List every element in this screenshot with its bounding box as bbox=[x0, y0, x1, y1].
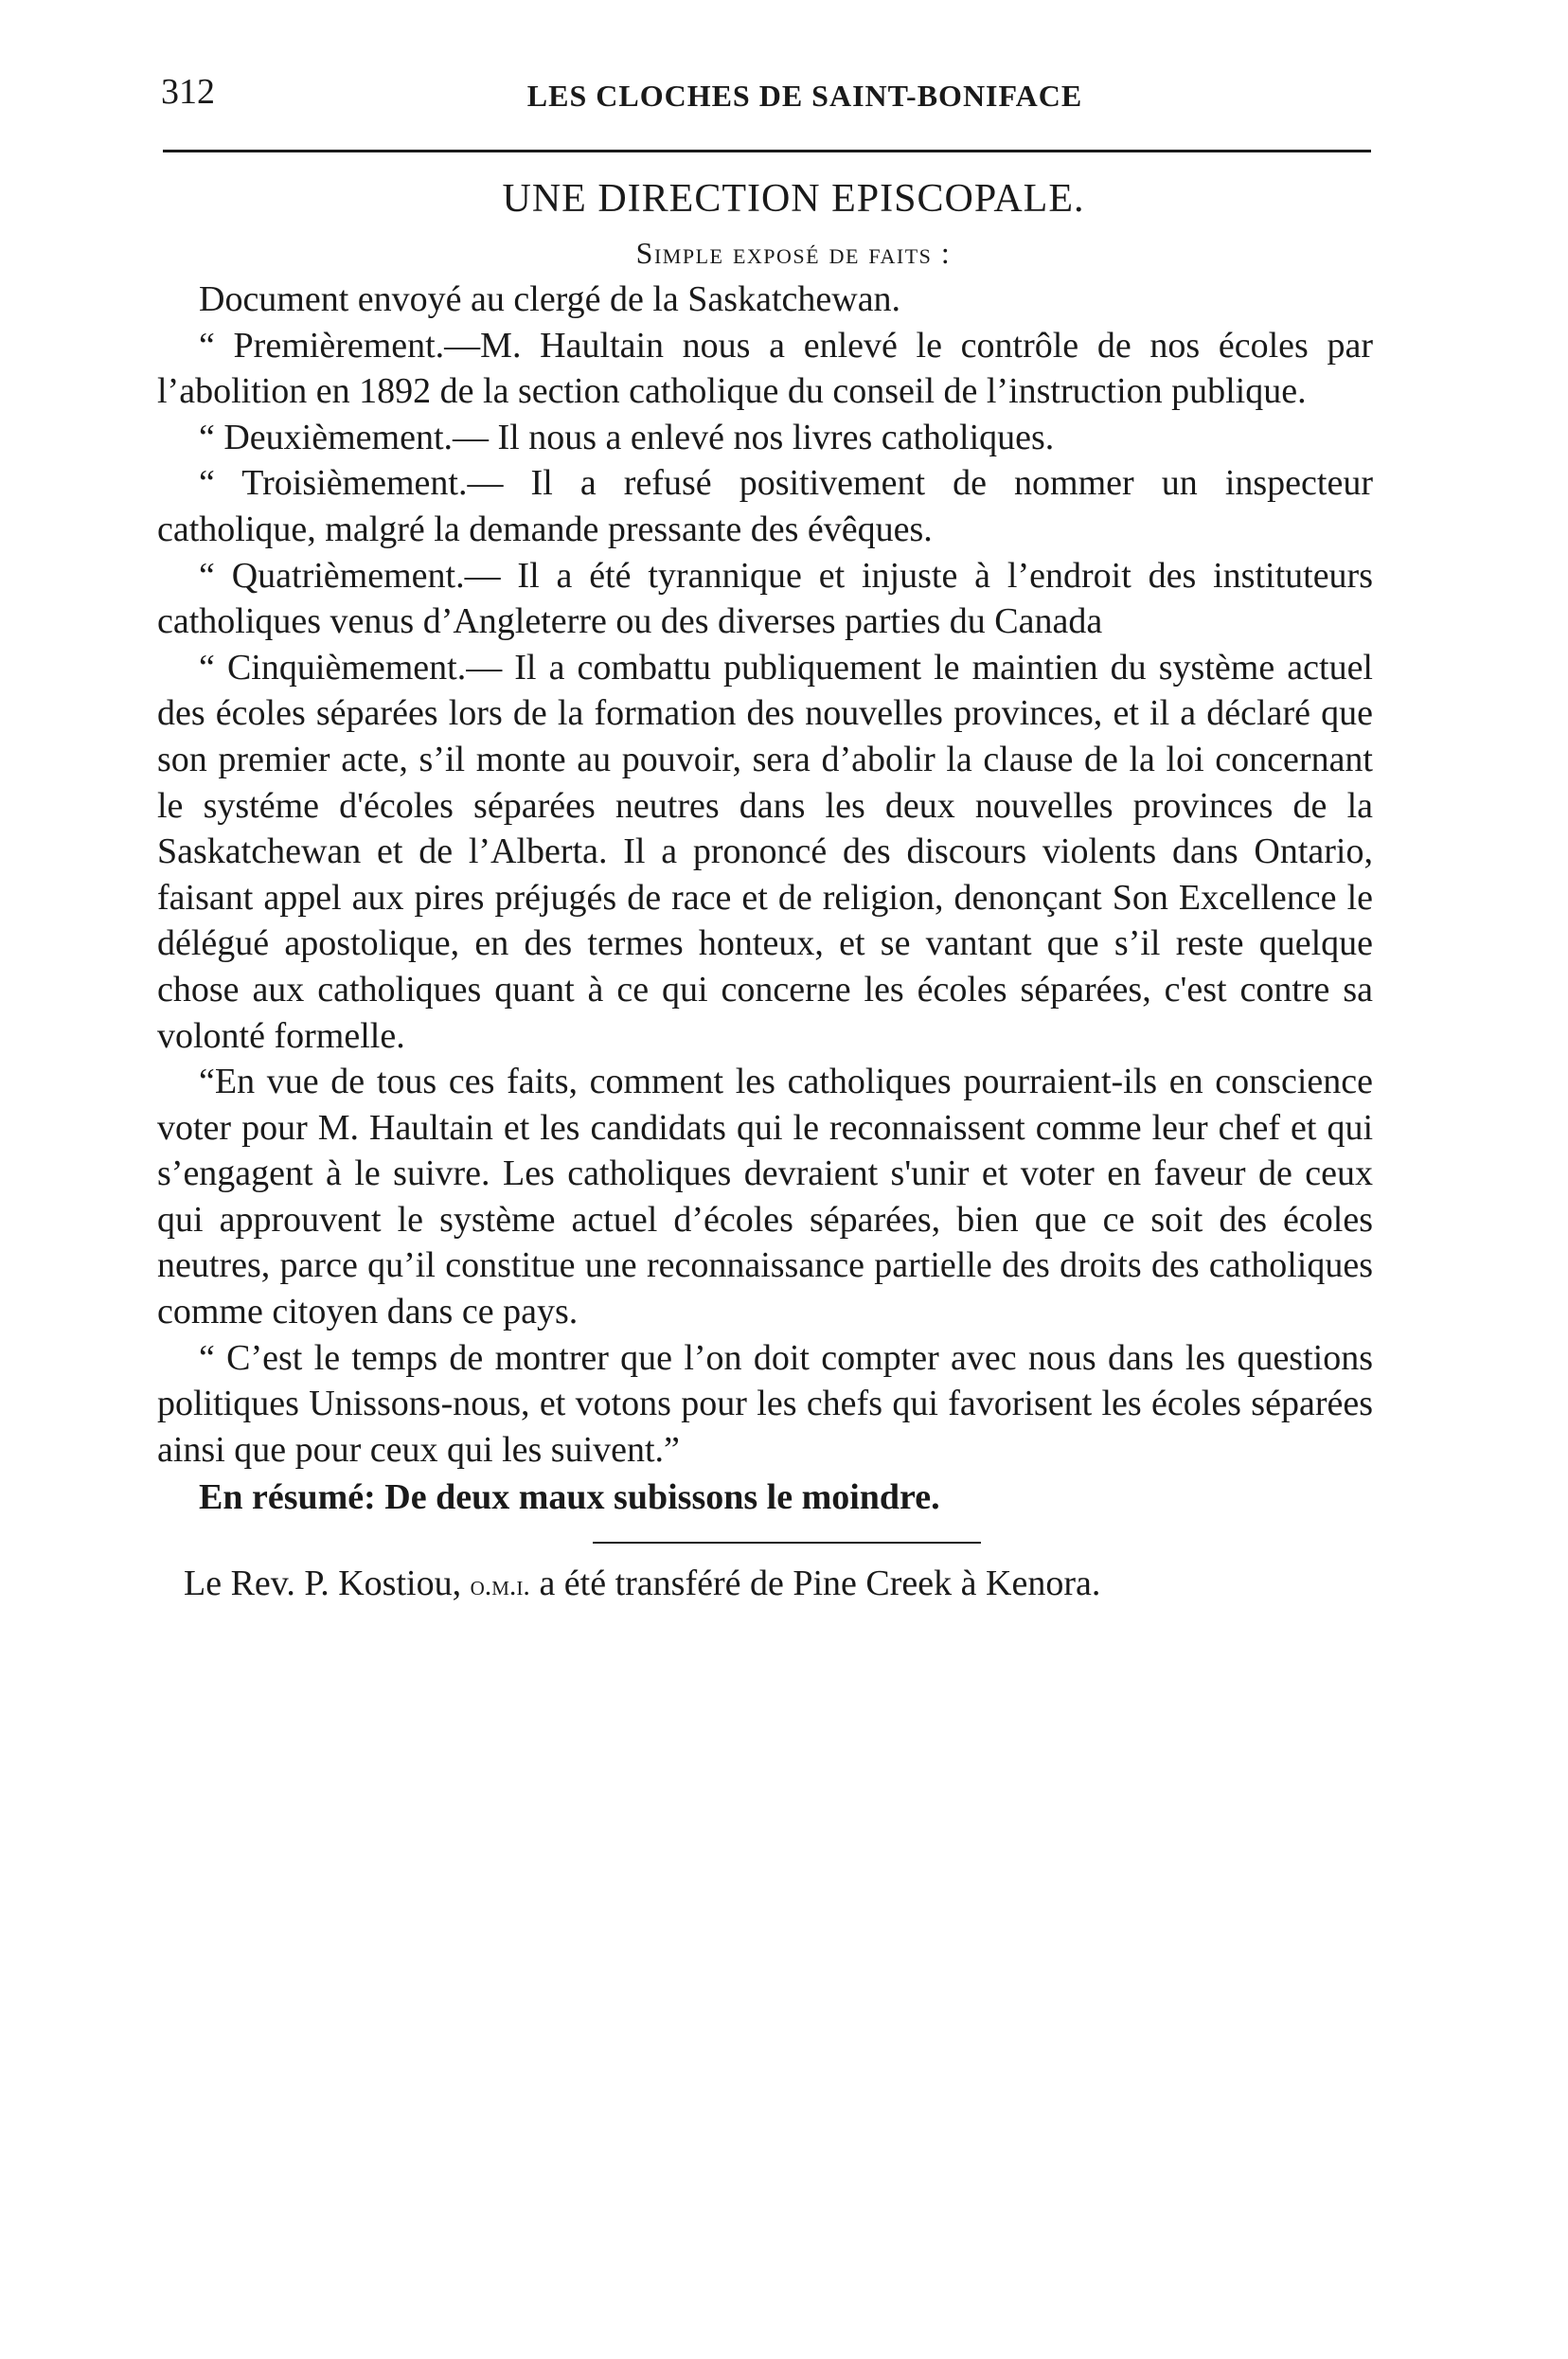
running-title: LES CLOCHES DE SAINT-BONIFACE bbox=[526, 79, 1083, 113]
paragraph-third-point: “ Troisièmement.— Il a refusé positivement de nommer un inspecteur catholique, malgré la demande pressante des évêques. bbox=[157, 463, 1373, 549]
paragraph-intro: Document envoyé au clergé de la Saskatchewan. bbox=[199, 279, 901, 319]
paragraph-first-point: “ Premièrement.—M. Haultain nous a enlevé le contrôle de nos écoles par l’abolition en 1892 de la section catholique du conseil de l’instruction publique. bbox=[157, 325, 1373, 412]
news-item-order: o.m.i. bbox=[470, 1570, 530, 1602]
news-item bbox=[157, 1561, 1373, 1610]
paragraph-fourth-point: “ Quatrièmement.— Il a été tyrannique et injuste à l’endroit des instituteurs catholiques venus d’Angleterre ou des diverses parties du Canada bbox=[157, 555, 1373, 642]
article-subtitle: Simple exposé de faits : bbox=[635, 236, 952, 270]
running-header bbox=[161, 68, 1373, 116]
summary-line: En résumé: De deux maux subissons le moindre. bbox=[199, 1477, 940, 1518]
paragraph-second-point: “ Deuxièmement.— Il nous a enlevé nos livres catholiques. bbox=[199, 417, 1055, 457]
page-number: 312 bbox=[161, 72, 215, 112]
section-divider bbox=[593, 1542, 981, 1544]
page-body bbox=[157, 170, 1373, 1610]
header-rule bbox=[163, 150, 1371, 152]
article-title: UNE DIRECTION EPISCOPALE. bbox=[502, 177, 1085, 221]
paragraph-fifth-point: “ Cinquièmement.— Il a combattu publiquement le maintien du système actuel des écoles séparées lors de la formation des nouvelles provinces, et il a déclaré que son premier acte, s’il monte au pouvoir, sera d’abolir la clause de la loi concernant le systéme d'écoles séparées neutres dans les deux nouvelles provinces de la Saskatchewan et de l’Alberta. Il a prononcé des discours violents dans Ontario, faisant appel aux pires préjugés de race et de religion, denonçant Son Excellence le délégué apostolique, en des termes honteux, et se vantant que s’il reste quelque chose aux catholiques quant à ce qui concerne les écoles séparées, c'est contre sa volonté formelle. bbox=[157, 647, 1373, 1056]
news-item-text-after: a été transféré de Pine Creek à Kenora. bbox=[529, 1564, 1101, 1604]
news-item-text-before: Le Rev. P. Kostiou, bbox=[184, 1564, 471, 1604]
paragraph-call-to-action: “ C’est le temps de montrer que l’on doit compter avec nous dans les questions politiques Unissons-nous, et votons pour les chefs qui favorisent les écoles séparées ainsi que pour ceux qui les suivent.” bbox=[157, 1337, 1373, 1470]
paragraph-conclusion: “En vue de tous ces faits, comment les catholiques pourraient-ils en conscience voter pour M. Haultain et les candidats qui le reconnaissent comme leur chef et qui s’engagent à le suivre. Les catholiques devraient s'unir et voter en faveur de ceux qui approuvent le système actuel d’écoles séparées, bien que ce soit des écoles neutres, parce qu’il constitue une reconnaissance partielle des droits des catholiques comme citoyen dans ce pays. bbox=[157, 1062, 1373, 1332]
